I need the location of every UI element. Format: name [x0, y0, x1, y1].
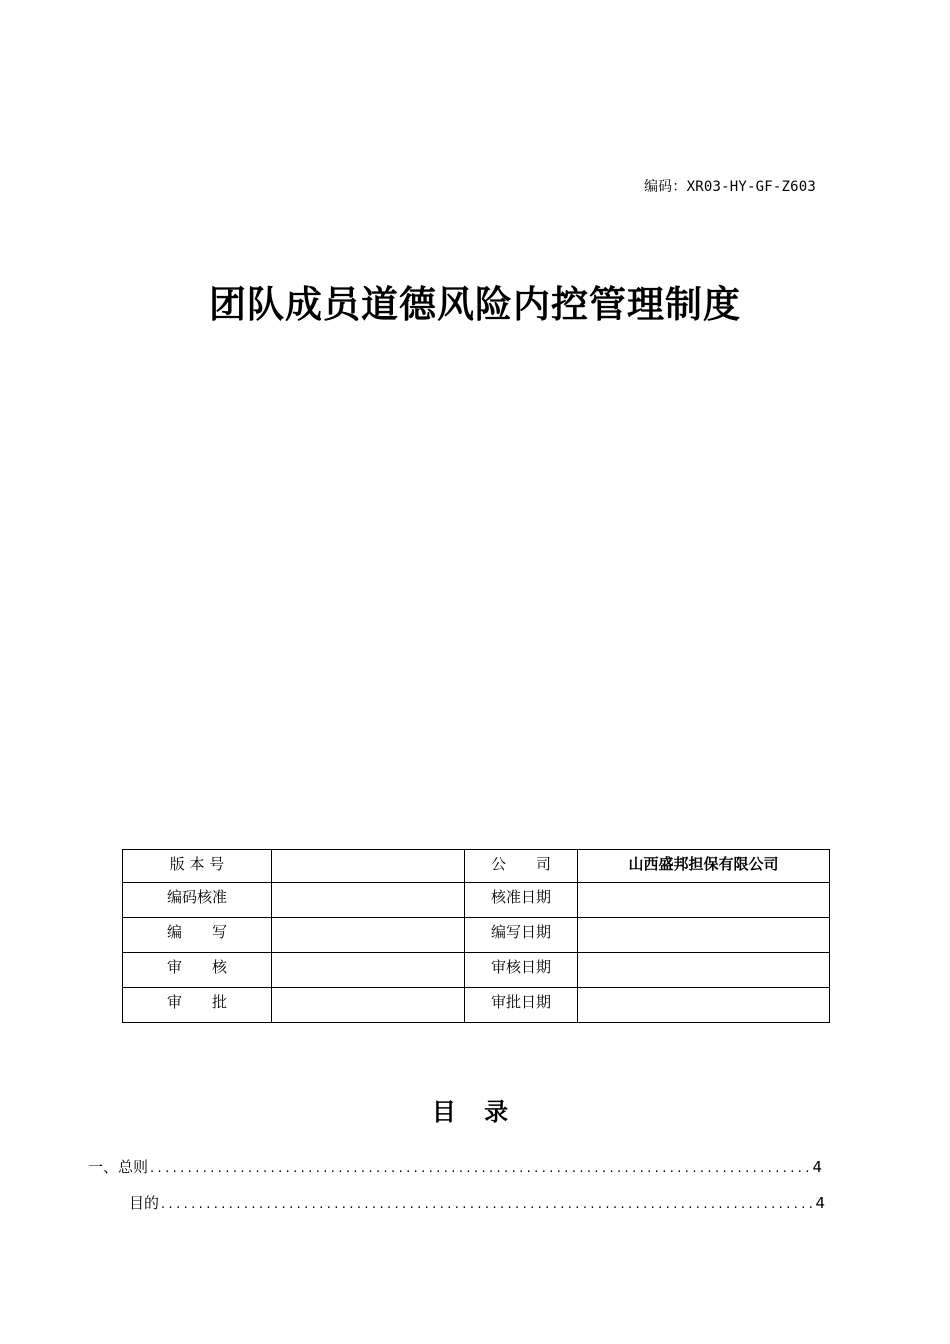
review-label: 审 核 [166, 958, 227, 976]
toc-entry-page: 4 [812, 1158, 822, 1176]
code-approval-label: 编码核准 [166, 888, 227, 906]
version-label: 版 本 号 [169, 855, 225, 873]
table-row [123, 918, 830, 953]
toc-entry-text: 目的 [129, 1194, 160, 1212]
company-value: 山西盛邦担保有限公司 [628, 855, 779, 873]
write-date-value [578, 918, 829, 921]
table-row [123, 988, 830, 1023]
approve-value [272, 988, 464, 991]
approve-label: 审 批 [166, 993, 227, 1011]
document-title: 团队成员道德风险内控管理制度 [209, 283, 741, 326]
toc-entry[interactable] [88, 1156, 822, 1177]
author-label: 编 写 [166, 923, 227, 941]
approval-date-label: 核准日期 [490, 888, 551, 906]
approval-table [122, 849, 830, 1023]
company-label: 公 司 [490, 855, 551, 873]
code-approval-value [272, 883, 464, 886]
document-code: 编码：XR03-HY-GF-Z603 [643, 179, 816, 195]
author-value [272, 918, 464, 921]
review-date-value [578, 953, 829, 956]
approval-date-value [578, 883, 829, 886]
toc-title: 目 录 [431, 1098, 519, 1126]
write-date-label: 编写日期 [490, 923, 551, 941]
table-row [123, 953, 830, 988]
review-value [272, 953, 464, 956]
table-row [123, 883, 830, 918]
approve-date-label: 审批日期 [490, 993, 551, 1011]
toc-entry-text: 一、总则 [88, 1158, 149, 1176]
toc-leader [161, 1197, 813, 1212]
approve-date-value [578, 988, 829, 991]
table-row [123, 850, 830, 883]
version-value [272, 850, 464, 853]
review-date-label: 审核日期 [490, 958, 551, 976]
toc-leader [150, 1161, 810, 1176]
toc-entry-page: 4 [815, 1194, 825, 1212]
toc-entry[interactable] [129, 1192, 825, 1213]
